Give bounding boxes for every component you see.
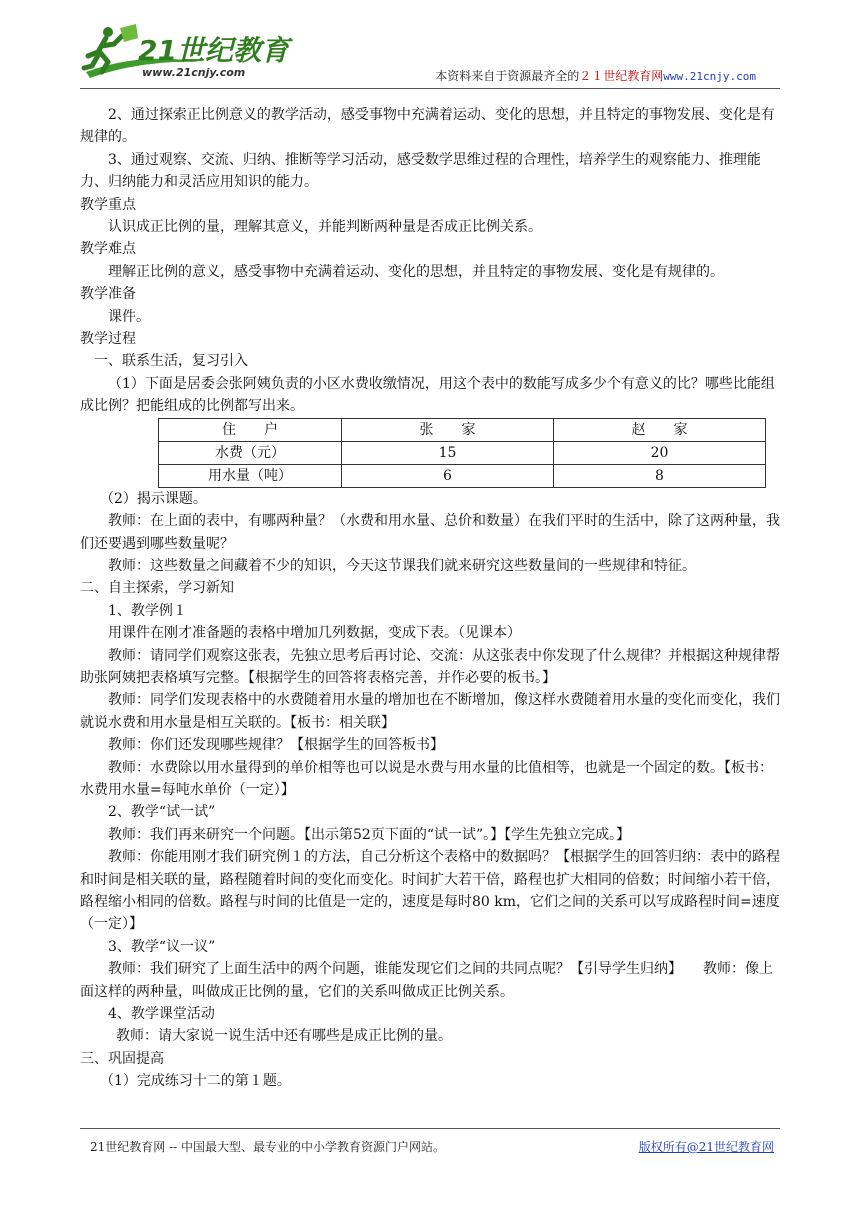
heading-difficulties: 教学难点	[80, 241, 136, 258]
table-header-row	[159, 418, 766, 441]
runner-logo-icon	[80, 22, 300, 84]
subsection-title: 1、教学例１	[108, 602, 187, 619]
svg-text:www.21cnjy.com: www.21cnjy.com	[142, 66, 246, 79]
document-body	[80, 104, 780, 1093]
header-note-text: 本资料来自于资源最齐全的	[435, 69, 580, 83]
heading-preparation: 教学准备	[80, 286, 136, 303]
section-3-title: 三、巩固提高	[80, 1050, 164, 1067]
difficulties-text: 理解正比例的意义，感受事物中充满着运动、变化的思想，并且特定的事物发展、变化是有规律的。	[108, 263, 724, 280]
site-logo	[80, 22, 300, 84]
table-row	[159, 464, 766, 487]
table-row	[159, 441, 766, 464]
subsection-title: 4、教学课堂活动	[108, 1006, 215, 1023]
heading-key-points: 教学重点	[80, 196, 136, 213]
table-cell: 水费（元）	[159, 441, 342, 464]
step-reveal-topic: （2）揭示课题。	[100, 490, 207, 507]
table-header-cell: 赵 家	[554, 418, 766, 441]
teacher-line: 教师：你们还发现哪些规律？【根据学生的回答板书】	[108, 737, 444, 754]
table-cell: 6	[342, 464, 554, 487]
svg-text:21世纪教育: 21世纪教育	[138, 34, 289, 67]
goal-3: 3、通过观察、交流、归纳、推断等学习活动，感受数学思维过程的合理性，培养学生的观察能力、推理能力、归纳能力和灵活应用知识的能力。	[80, 151, 761, 191]
subsection-title: 3、教学“议一议”	[108, 938, 216, 955]
header-source-note	[435, 67, 756, 84]
header-divider	[80, 88, 780, 89]
teacher-line: 教师：同学们发现表格中的水费随着用水量的增加也在不断增加，像这样水费随着用水量的变化而变化，我们就说水费和用水量是相互关联的。【板书：相关联】	[80, 692, 780, 731]
page-header	[0, 0, 860, 92]
table-header-cell: 张 家	[342, 418, 554, 441]
table-cell: 15	[342, 441, 554, 464]
table-header-cell: 住 户	[159, 418, 342, 441]
question-1: （1）下面是居委会张阿姨负责的小区水费收缴情况，用这个表中的数能写成多少个有意义的比？哪些比能组成比例？把能组成的比例都写出来。	[80, 375, 775, 415]
teacher-line: 教师：我们研究了上面生活中的两个问题，谁能发现它们之间的共同点呢？【引导学生归纳】 教师：像上面这样的两种量，叫做成正比例的量，它们的关系叫做成正比例关系。	[80, 961, 773, 1000]
instruction-line: 用课件在刚才准备题的表格中增加几列数据，变成下表。（见课本）	[108, 625, 521, 642]
teacher-line: 教师：请同学们观察这张表，先独立思考后再讨论、交流：从这张表中你发现了什么规律？并根据这种规律帮助张阿姨把表格填写完整。【根据学生的回答将表格完善，并作必要的板书。】	[80, 647, 780, 686]
preparation-text: 课件。	[108, 308, 150, 325]
header-site-url[interactable]: www.21cnjy.com	[663, 70, 756, 83]
teacher-line: 教师：我们再来研究一个问题。【出示第52页下面的“试一试”。】【学生先独立完成。】	[108, 826, 631, 843]
exercise-line: （1）完成练习十二的第１题。	[100, 1073, 291, 1090]
water-fee-table	[158, 418, 766, 488]
section-2-title: 二、自主探索，学习新知	[80, 580, 234, 597]
footer-tagline: 21世纪教育网 -- 中国最大型、最专业的中小学教育资源门户网站。	[90, 1140, 446, 1154]
goal-2: 2、通过探索正比例意义的教学活动，感受事物中充满着运动、变化的思想，并且特定的事物发展、变化是有规律的。	[80, 107, 775, 146]
footer-divider	[80, 1128, 780, 1129]
key-points-text: 认识成正比例的量，理解其意义，并能判断两种量是否成正比例关系。	[108, 219, 542, 236]
subsection-title: 2、教学“试一试”	[108, 804, 216, 821]
heading-process: 教学过程	[80, 331, 136, 348]
table-cell: 8	[554, 464, 766, 487]
teacher-line: 教师：水费除以用水量得到的单价相等也可以说是水费与用水量的比值相等，也就是一个固定的数。【板书：水费用水量=每吨水单价（一定）】	[80, 759, 773, 798]
table-cell: 20	[554, 441, 766, 464]
header-site-name: ２１世纪教育网	[579, 69, 664, 83]
teacher-line: 教师：你能用刚才我们研究例１的方法，自己分析这个表格中的数据吗？【根据学生的回答归纳：表中的路程和时间是相关联的量，路程随着时间的变化而变化。时间扩大若干倍，路程也扩大相同的倍数；时间缩小若干倍，路程缩小相同的倍数。路程与时间的比值是一定的，速度是每时80 km，它们之间的关系可以写成路程时间=速度（一定）】	[80, 849, 780, 933]
teacher-line: 教师：这些数量之间藏着不少的知识，今天这节课我们就来研究这些数量间的一些规律和特征。	[108, 557, 696, 574]
teacher-line: 教师：请大家说一说生活中还有哪些是成正比例的量。	[116, 1028, 452, 1045]
section-1-title: 一、联系生活，复习引入	[94, 353, 248, 370]
teacher-line: 教师：在上面的表中，有哪两种量？（水费和用水量、总价和数量）在我们平时的生活中，除了这两种量，我们还要遇到哪些数量呢？	[80, 513, 780, 552]
table-cell: 用水量（吨）	[159, 464, 342, 487]
footer-copyright-link[interactable]: 版权所有@21世纪教育网	[638, 1140, 774, 1154]
